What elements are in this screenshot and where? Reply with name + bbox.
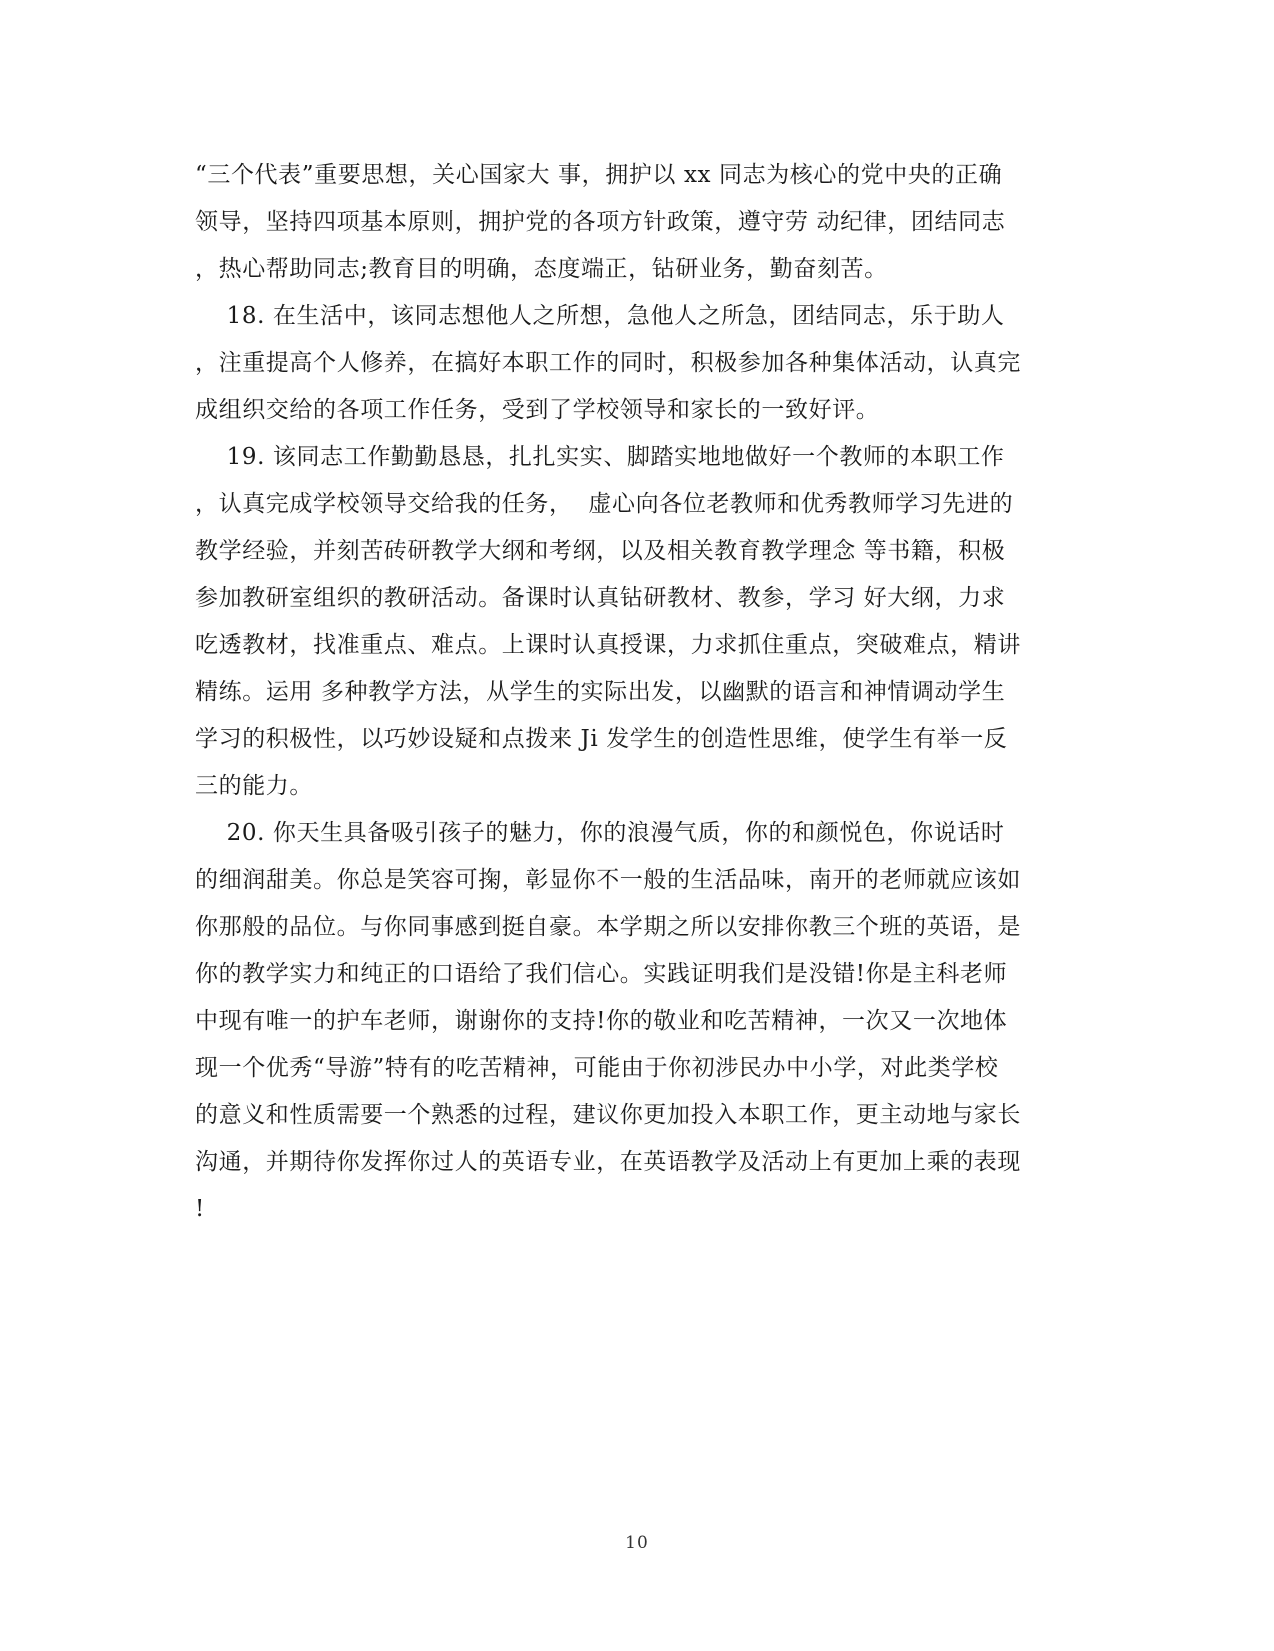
body-line: 精练。运用 多种教学方法，从学生的实际出发，以幽默的语言和神情调动学生 xyxy=(195,679,1006,705)
body-line: 18. 在生活中，该同志想他人之所想，急他人之所急，团结同志，乐于助人 xyxy=(195,303,1005,329)
body-line: 成组织交给的各项工作任务，受到了学校领导和家长的一致好评。 xyxy=(195,397,880,423)
body-line: 三的能力。 xyxy=(195,773,313,799)
body-line: 教学经验，并刻苦砖研教学大纲和考纲，以及相关教育教学理念 等书籍，积极 xyxy=(195,538,1006,564)
body-line: 的细润甜美。你总是笑容可掬，彰显你不一般的生活品味，南开的老师就应该如 xyxy=(195,867,1021,893)
body-line: 学习的积极性，以巧妙设疑和点拨来 Ji 发学生的创造性思维，使学生有举一反 xyxy=(195,726,1008,752)
body-line: 你那般的品位。与你同事感到挺自豪。本学期之所以安排你教三个班的英语，是 xyxy=(195,914,1021,940)
body-line: 的意义和性质需要一个熟悉的过程，建议你更加投入本职工作，更主动地与家长 xyxy=(195,1102,1021,1128)
body-line: 你的教学实力和纯正的口语给了我们信心。实践证明我们是没错!你是主科老师 xyxy=(195,961,1008,987)
body-line: ，注重提高个人修养，在搞好本职工作的同时，积极参加各种集体活动，认真完 xyxy=(195,350,1021,376)
body-line: 19. 该同志工作勤勤恳恳，扎扎实实、脚踏实地地做好一个教师的本职工作 xyxy=(195,444,1005,470)
body-line: ! xyxy=(195,1196,205,1222)
body-line: 沟通，并期待你发挥你过人的英语专业，在英语教学及活动上有更加上乘的表现 xyxy=(195,1149,1021,1175)
body-line: 现一个优秀“导游”特有的吃苦精神，可能由于你初涉民办中小学，对此类学校 xyxy=(195,1055,999,1081)
body-line: ，热心帮助同志;教育目的明确，态度端正，钻研业务，勤奋刻苦。 xyxy=(195,256,888,282)
body-line: ，认真完成学校领导交给我的任务， 虚心向各位老教师和优秀教师学习先进的 xyxy=(195,491,1014,517)
body-line: 中现有唯一的护车老师，谢谢你的支持!你的敬业和吃苦精神，一次又一次地体 xyxy=(195,1008,1008,1034)
page-number: 10 xyxy=(625,1533,649,1553)
body-line: 吃透教材，找准重点、难点。上课时认真授课，力求抓住重点，突破难点，精讲 xyxy=(195,632,1021,658)
body-line: 参加教研室组织的教研活动。备课时认真钻研教材、教参，学习 好大纲，力求 xyxy=(195,585,1006,611)
body-line: 领导，坚持四项基本原则，拥护党的各项方针政策，遵守劳 动纪律，团结同志 xyxy=(195,209,1006,235)
body-line: “三个代表”重要思想，关心国家大 事，拥护以 xx 同志为核心的党中央的正确 xyxy=(195,162,1003,188)
body-line: 20. 你天生具备吸引孩子的魅力，你的浪漫气质，你的和颜悦色，你说话时 xyxy=(195,820,1005,846)
